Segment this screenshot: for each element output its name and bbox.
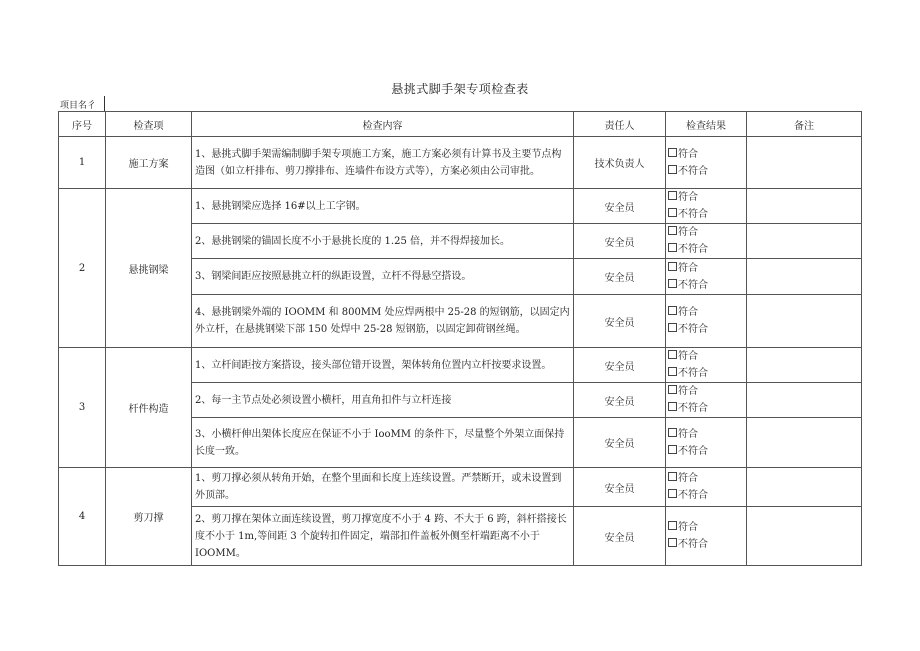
project-name-divider (104, 96, 105, 111)
row-number: 4 (59, 468, 106, 566)
result-pass-label: 符合 (678, 428, 698, 440)
checkbox-fail[interactable] (668, 538, 677, 547)
table-row (59, 348, 862, 383)
check-content: 3、钢梁间距应按照悬挑立杆的纵距设置，立杆不得悬空搭设。 (192, 259, 574, 295)
result-fail-option[interactable] (668, 443, 744, 460)
result-pass-option[interactable] (668, 146, 744, 163)
check-content: 2、悬挑钢梁的锚固长度不小于悬挑长度的 1.25 倍，并不得焊接加长。 (192, 224, 574, 259)
header-responsible: 责任人 (574, 112, 666, 137)
check-content: 2、每一主节点处必须设置小横杆，用直角扣件与立杆连接 (192, 383, 574, 418)
checkbox-fail[interactable] (668, 323, 677, 332)
check-content: 1、剪刀撑必须从转角开始，在整个里面和长度上连续设置。严禁断开，或未设置到外顶部。 (192, 468, 574, 507)
remark-cell[interactable] (747, 348, 862, 383)
check-item: 施工方案 (106, 137, 192, 189)
result-pass-label: 符合 (678, 192, 698, 203)
result-fail-option[interactable] (668, 365, 744, 382)
result-fail-label: 不符合 (678, 279, 708, 291)
result-pass-option[interactable] (668, 383, 744, 400)
table-row (59, 189, 862, 224)
checkbox-fail[interactable] (668, 165, 677, 174)
inspection-table-body (59, 112, 862, 566)
remark-cell[interactable] (747, 224, 862, 259)
checkbox-pass[interactable] (668, 472, 677, 481)
result-pass-label: 符合 (678, 473, 698, 484)
result-pass-option[interactable] (668, 224, 744, 241)
result-pass-option[interactable] (668, 348, 744, 365)
result-pass-option[interactable] (668, 189, 744, 206)
checkbox-fail[interactable] (668, 279, 677, 288)
result-fail-option[interactable] (668, 163, 744, 180)
checkbox-fail[interactable] (668, 208, 677, 217)
check-content: 3、小横杆伸出架体长度应在保证不小于 IooMM 的条件下，尽量整个外架立面保持长度一致。 (192, 418, 574, 468)
project-name-label: 项目名彳 (60, 101, 97, 111)
remark-cell[interactable] (747, 468, 862, 507)
result-pass-label: 符合 (678, 227, 698, 238)
result-fail-label: 不符合 (678, 324, 708, 335)
result-fail-label: 不符合 (678, 539, 708, 550)
result-fail-option[interactable] (668, 321, 744, 338)
header-item: 检查项 (106, 112, 192, 137)
result-pass-label: 符合 (678, 351, 698, 362)
result-fail-label: 不符合 (678, 490, 708, 501)
remark-cell[interactable] (747, 418, 862, 468)
result-pass-label: 符合 (678, 262, 698, 274)
responsible-person: 安全员 (574, 259, 666, 295)
check-content: 1、立杆间距按方案搭设，接头部位错开设置，架体转角位置内立杆按要求设置。 (192, 348, 574, 383)
result-fail-label: 不符合 (678, 209, 708, 220)
check-result (666, 418, 747, 468)
responsible-person: 安全员 (574, 383, 666, 418)
responsible-person: 技术负责人 (574, 137, 666, 189)
check-item: 杆件构造 (106, 348, 192, 468)
header-remark: 备注 (747, 112, 862, 137)
row-number: 1 (59, 137, 106, 189)
remark-cell[interactable] (747, 137, 862, 189)
result-pass-option[interactable] (668, 304, 744, 321)
header-no: 序号 (59, 112, 106, 137)
check-item: 剪刀撑 (106, 468, 192, 566)
result-fail-option[interactable] (668, 400, 744, 417)
result-fail-label: 不符合 (678, 244, 708, 255)
result-pass-option[interactable] (668, 260, 744, 277)
check-result (666, 259, 747, 295)
check-result (666, 137, 747, 189)
checkbox-pass[interactable] (668, 428, 677, 437)
checkbox-fail[interactable] (668, 489, 677, 498)
row-number: 2 (59, 189, 106, 348)
checkbox-fail[interactable] (668, 402, 677, 411)
header-content: 检查内容 (192, 112, 574, 137)
remark-cell[interactable] (747, 507, 862, 566)
responsible-person: 安全员 (574, 468, 666, 507)
checkbox-pass[interactable] (668, 306, 677, 315)
checkbox-fail[interactable] (668, 445, 677, 454)
result-pass-label: 符合 (678, 522, 698, 533)
result-pass-option[interactable] (668, 470, 744, 487)
result-fail-label: 不符合 (678, 445, 708, 457)
check-result (666, 383, 747, 418)
checkbox-fail[interactable] (668, 243, 677, 252)
result-fail-option[interactable] (668, 206, 744, 223)
table-row (59, 137, 862, 189)
responsible-person: 安全员 (574, 507, 666, 566)
result-fail-label: 不符合 (678, 165, 708, 177)
table-row (59, 468, 862, 507)
check-result (666, 224, 747, 259)
result-fail-option[interactable] (668, 536, 744, 553)
check-result (666, 348, 747, 383)
responsible-person: 安全员 (574, 418, 666, 468)
result-fail-label: 不符合 (678, 368, 708, 379)
check-result (666, 295, 747, 348)
remark-cell[interactable] (747, 259, 862, 295)
responsible-person: 安全员 (574, 189, 666, 224)
table-header-row (59, 112, 862, 137)
checkbox-pass[interactable] (668, 191, 677, 200)
responsible-person: 安全员 (574, 295, 666, 348)
result-fail-label: 不符合 (678, 403, 708, 414)
result-pass-label: 符合 (678, 386, 698, 397)
result-pass-option[interactable] (668, 519, 744, 536)
remark-cell[interactable] (747, 295, 862, 348)
responsible-person: 安全员 (574, 348, 666, 383)
check-content: 4、悬挑钢梁外端的 IOOMM 和 800MM 处应焊两根中 25-28 的短钢筋，以固定内外立杆，在悬挑钢梁下部 150 处焊中 25-28 短钢筋，以固定卸荷钢丝绳。 (192, 295, 574, 348)
check-result (666, 468, 747, 507)
check-result (666, 507, 747, 566)
check-content: 2、剪刀撑在架体立面连续设置，剪刀撑宽度不小于 4 跨、不大于 6 跨，斜杆搭接长度不小于 1m,等间距 3 个旋转扣件固定，端部扣件盖板外侧至杆端距离不小于 IOOMM。 (192, 507, 574, 566)
check-content: 1、悬挑式脚手架需编制脚手架专项施工方案，施工方案必须有计算书及主要节点构造图（如立杆排布、剪刀撑排布、连墙件布设方式等），方案必须由公司审批。 (192, 137, 574, 189)
check-content: 1、悬挑钢梁应选择 16#以上工字钢。 (192, 189, 574, 224)
checkbox-fail[interactable] (668, 367, 677, 376)
checkbox-pass[interactable] (668, 226, 677, 235)
checkbox-pass[interactable] (668, 385, 677, 394)
check-result (666, 189, 747, 224)
remark-cell[interactable] (747, 383, 862, 418)
header-result: 检查结果 (666, 112, 747, 137)
result-fail-option[interactable] (668, 487, 744, 504)
row-number: 3 (59, 348, 106, 468)
result-fail-option[interactable] (668, 277, 744, 294)
checkbox-pass[interactable] (668, 148, 677, 157)
check-item: 悬挑钢梁 (106, 189, 192, 348)
remark-cell[interactable] (747, 189, 862, 224)
responsible-person: 安全员 (574, 224, 666, 259)
page-title: 悬挑式脚手架专项检查表 (391, 82, 529, 96)
inspection-table (58, 111, 862, 566)
result-pass-option[interactable] (668, 426, 744, 443)
checkbox-pass[interactable] (668, 521, 677, 530)
checkbox-pass[interactable] (668, 262, 677, 271)
result-pass-label: 符合 (678, 148, 698, 160)
result-fail-option[interactable] (668, 241, 744, 258)
result-pass-label: 符合 (678, 307, 698, 318)
checkbox-pass[interactable] (668, 350, 677, 359)
